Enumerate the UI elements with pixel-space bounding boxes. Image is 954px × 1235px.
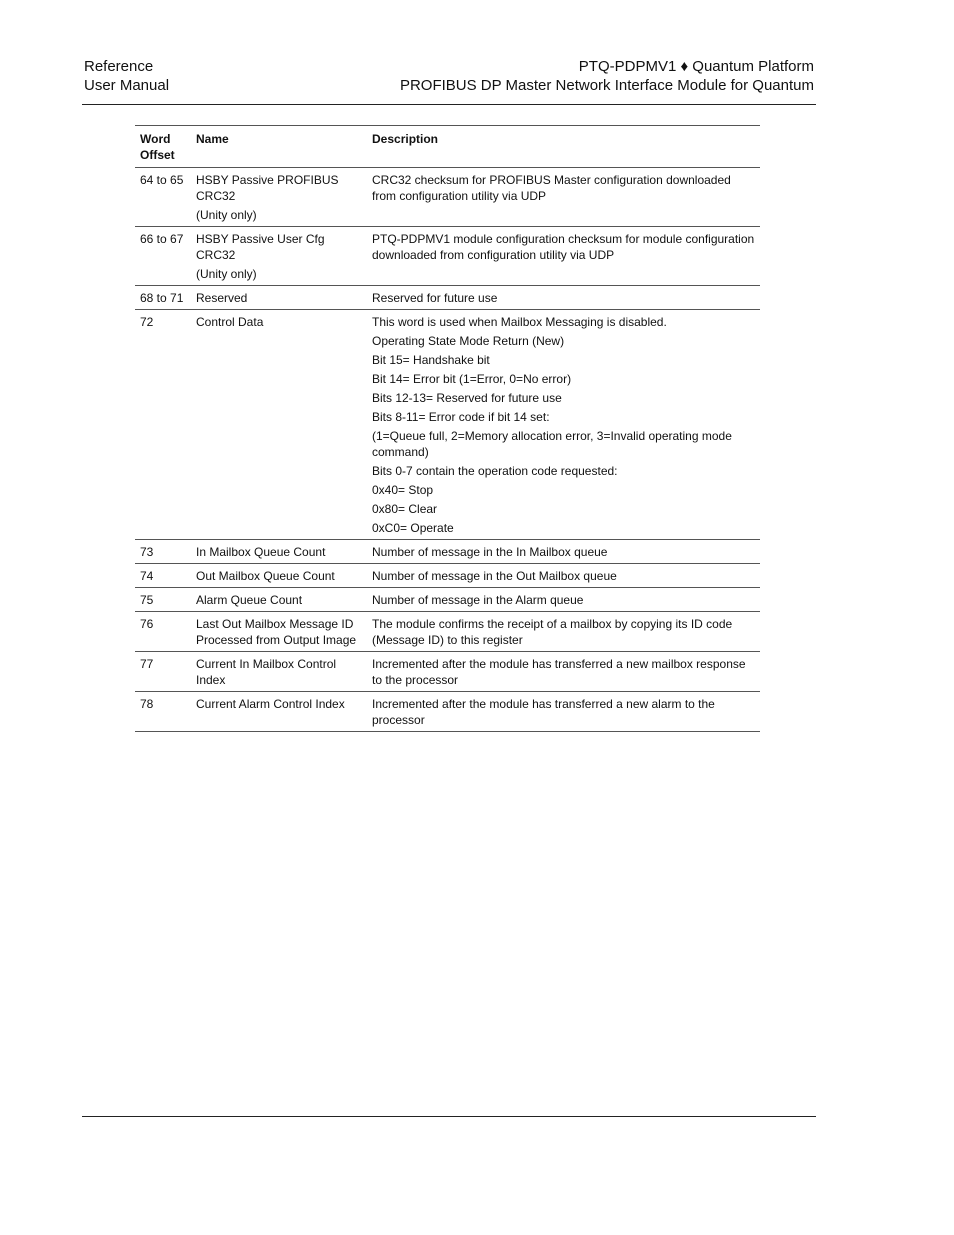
description-line: Number of message in the In Mailbox queue [372,545,608,559]
header-product-desc: PROFIBUS DP Master Network Interface Module for Quantum [399,77,814,94]
description-line: Bits 12-13= Reserved for future use [372,391,562,405]
table-row [135,588,760,612]
description-cell [367,588,760,612]
word-offset-cell: 76 [135,612,191,652]
description-cell [367,310,760,540]
description-line: The module confirms the receipt of a mailbox by copying its ID code (Message ID) to this register [372,617,733,647]
header-doc-type: User Manual [84,77,170,94]
description-cell [367,227,760,286]
description-line: 0x80= Clear [372,502,438,516]
register-name: Last Out Mailbox Message ID Processed from Output Image [196,617,357,647]
name-cell [191,540,367,564]
description-cell [367,692,760,732]
word-offset-cell: 78 [135,692,191,732]
name-cell [191,588,367,612]
description-line: Bits 8-11= Error code if bit 14 set: [372,410,550,424]
column-header-offset-line1: Word [140,132,171,146]
register-name: Current In Mailbox Control Index [196,657,337,687]
register-name: Alarm Queue Count [196,593,303,607]
description-line: Bit 14= Error bit (1=Error, 0=No error) [372,372,572,386]
word-offset-cell: 66 to 67 [135,227,191,286]
name-cell [191,612,367,652]
header-section-title: Reference [84,58,154,75]
register-name-note: (Unity only) [196,208,257,222]
description-cell [367,612,760,652]
register-name: Control Data [196,315,264,329]
description-cell [367,168,760,227]
register-name: Current Alarm Control Index [196,697,345,711]
name-cell [191,564,367,588]
register-table [135,125,760,732]
register-name: Out Mailbox Queue Count [196,569,335,583]
description-line: (1=Queue full, 2=Memory allocation error, 3=Invalid operating mode command) [372,429,732,459]
description-cell [367,564,760,588]
description-line: 0xC0= Operate [372,521,454,535]
table-body [135,168,760,732]
description-line: Number of message in the Out Mailbox queue [372,569,617,583]
description-cell [367,286,760,310]
footer-divider [82,1116,816,1117]
word-offset-cell: 74 [135,564,191,588]
header-left [84,57,169,95]
table-row [135,310,760,540]
word-offset-cell: 64 to 65 [135,168,191,227]
description-cell [367,652,760,692]
name-cell [191,168,367,227]
table-row [135,564,760,588]
table-row [135,540,760,564]
table-row [135,612,760,652]
name-cell [191,310,367,540]
table-row [135,692,760,732]
name-cell [191,286,367,310]
column-header-name: Name [191,126,367,168]
table-row [135,652,760,692]
column-header-offset-line2: Offset [140,148,175,162]
register-name-note: (Unity only) [196,267,257,281]
description-line: Incremented after the module has transferred a new mailbox response to the processor [372,657,746,687]
description-line: Bits 0-7 contain the operation code requested: [372,464,618,478]
description-cell [367,540,760,564]
word-offset-cell: 75 [135,588,191,612]
column-header-offset [135,126,191,168]
description-line: PTQ-PDPMV1 module configuration checksum for module configuration downloaded from configuration utility via UDP [372,232,755,262]
header-divider [82,104,816,105]
description-line: CRC32 checksum for PROFIBUS Master configuration downloaded from configuration utility via UDP [372,173,731,203]
register-name: Reserved [196,291,248,305]
table-row [135,168,760,227]
description-line: Incremented after the module has transferred a new alarm to the processor [372,697,715,727]
name-cell [191,692,367,732]
word-offset-cell: 77 [135,652,191,692]
header-product: PTQ-PDPMV1 ♦ Quantum Platform [578,58,814,75]
description-line: This word is used when Mailbox Messaging is disabled. [372,315,667,329]
description-line: Reserved for future use [372,291,498,305]
register-name: HSBY Passive PROFIBUS CRC32 [196,173,339,203]
name-cell [191,227,367,286]
register-name: In Mailbox Queue Count [196,545,326,559]
column-header-description: Description [367,126,760,168]
word-offset-cell: 73 [135,540,191,564]
description-line: Operating State Mode Return (New) [372,334,565,348]
description-line: Number of message in the Alarm queue [372,593,584,607]
word-offset-cell: 68 to 71 [135,286,191,310]
word-offset-cell: 72 [135,310,191,540]
table-row [135,286,760,310]
description-line: 0x40= Stop [372,483,434,497]
register-name: HSBY Passive User Cfg CRC32 [196,232,325,262]
table-row [135,227,760,286]
name-cell [191,652,367,692]
header-right [400,57,814,95]
description-line: Bit 15= Handshake bit [372,353,490,367]
table-header-row [135,126,760,168]
